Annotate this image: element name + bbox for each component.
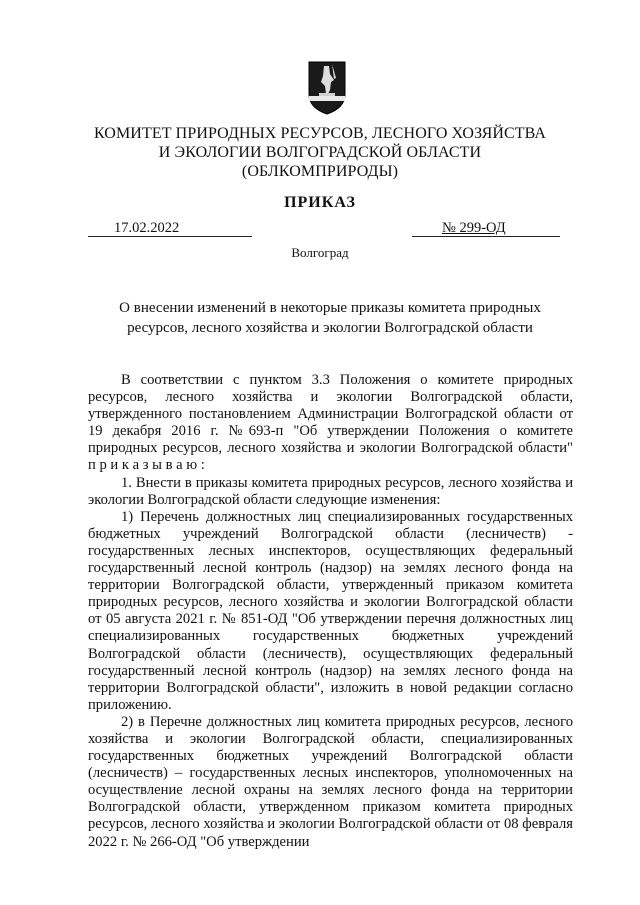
org-line-1: КОМИТЕТ ПРИРОДНЫХ РЕСУРСОВ, ЛЕСНОГО ХОЗЯЙСТВА (93, 125, 547, 142)
org-line-2: И ЭКОЛОГИИ ВОЛГОГРАДСКОЙ ОБЛАСТИ (158, 144, 482, 161)
date-value: 17.02.2022 (114, 220, 180, 236)
paragraph-1-2: 2) в Перечне должностных лиц комитета природных ресурсов, лесного хозяйства и экологии Волгоградской области, специализированных государственных бюджетных учреждений Волгоградской области (лесничеств) – государственных лесных инспекторов, уполномоченных на осуществление лесной охраны на землях лесного фонда на территории Волгоградской области, утвержденном приказом комитета природных ресурсов, лесного хозяйства и экологии Волгоградской области от 08 февраля 2022 г. № 266-ОД "Об утверждении (88, 713, 573, 850)
organization-name (0, 124, 640, 181)
paragraph-1: 1. Внести в приказы комитета природных ресурсов, лесного хозяйства и экологии Волгоградской области следующие изменения: (88, 474, 573, 508)
number-value: № 299-ОД (442, 220, 506, 236)
coat-of-arms-icon (307, 60, 347, 116)
document-type: ПРИКАЗ (284, 194, 356, 211)
subject-line-2: ресурсов, лесного хозяйства и экологии Волгоградской области (127, 320, 533, 336)
document-subject (80, 298, 580, 338)
org-line-3: (ОБЛКОМПРИРОДЫ) (241, 163, 399, 180)
document-body (88, 372, 573, 851)
document-date (88, 219, 252, 237)
document-city: Волгоград (291, 245, 349, 260)
document-number (412, 219, 560, 237)
subject-line-1: О внесении изменений в некоторые приказы комитета природных (119, 300, 541, 316)
paragraph-1-1: 1) Перечень должностных лиц специализированных государственных бюджетных учреждений Волгоградской области (лесничеств) - государственных лесных инспекторов, осуществляющих федеральный государственный лесной контроль (надзор) на землях лесного фонда на территории Волгоградской области, утвержденный приказом комитета природных ресурсов, лесного хозяйства и экологии Волгоградской области от 05 августа 2021 г. № 851-ОД "Об утверждении перечня должностных лиц специализированных государственных бюджетных учреждений Волгоградской области (лесничеств), осуществляющих федеральный государственный лесной контроль (надзор) на землях лесного фонда на территории Волгоградской области", изложить в новой редакции согласно приложению. (88, 508, 573, 713)
paragraph-preamble: В соответствии с пунктом 3.3 Положения о комитете природных ресурсов, лесного хозяйства и экологии Волгоградской области, утвержденного постановлением Администрации Волгоградской области от 19 декабря 2016 г. №693-п "Об утверждении Положения о комитете природных ресурсов, лесного хозяйства и экологии Волгоградской области" п р и к а з ы в а ю : (88, 372, 573, 474)
